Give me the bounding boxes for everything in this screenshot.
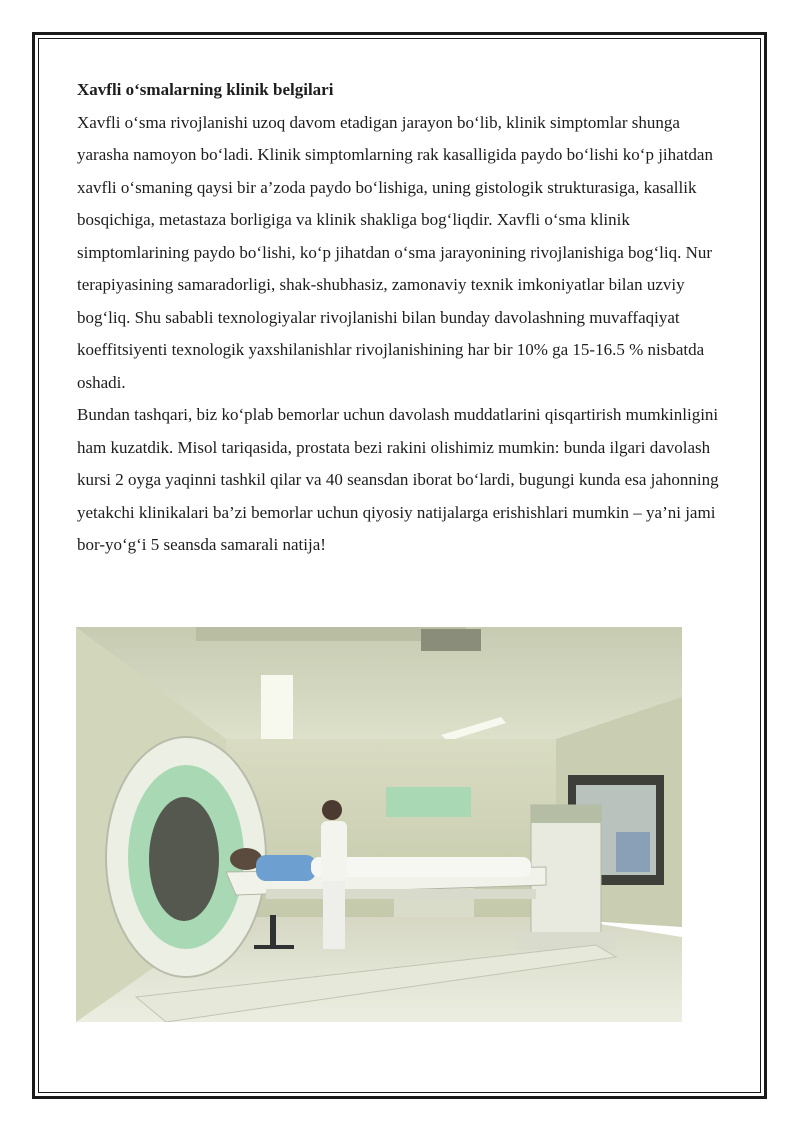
paragraph-treatment-duration: Bundan tashqari, biz ko‘plab bemorlar uchun davolash muddatlarini qisqartirish mumkinligini ham kuzatdik. Misol tariqasida, prostata bezi rakini olishimiz mumkin: bunda ilgari davolash kursi 2 oyga yaqinni tashkil qilar va 40 seansdan iborat bo‘lardi, bugungi kunda esa jahonning yetakchi klinikalari ba’zi bemorlar uchun qiyosiy natijalarga erishishlari mumkin – ya’ni jami bor-yo‘g‘i 5 seansda samarali natija!: [77, 405, 719, 554]
paragraph-clinical-signs: Xavfli o‘sma rivojlanishi uzoq davom etadigan jarayon bo‘lib, klinik simptomlar shunga yarasha namoyon bo‘ladi. Klinik simptomlarning rak kasalligida paydo bo‘lishi ko‘p jihatdan xavfli o‘smaning qaysi bir a’zoda paydo bo‘lishiga, uning gistologik strukturasiga, kasallik bosqichiga, metastaza borligiga va klinik shakliga bog‘liqdir. Xavfli o‘sma klinik simptomlarining paydo bo‘lishi, ko‘p jihatdan o‘sma jarayonining rivojlanishiga bog‘liq. Nur terapiyasining samaradorligi, shak-shubhasiz, zamonaviy texnik imkoniyatlar bilan uzviy bog‘liq. Shu sababli texnologiyalar rivojlanishi bilan bunday davolashning muvaffaqiyat koeffitsiyenti texnologik yaxshilanishlar rivojlanishining har bir 10% ga 15-16.5 % nisbatda oshadi.: [77, 112, 713, 392]
ct-scanner-room-photo: [76, 627, 682, 1022]
section-heading: Xavfli o‘smalarning klinik belgilari: [77, 80, 334, 99]
document-body: [77, 74, 727, 562]
